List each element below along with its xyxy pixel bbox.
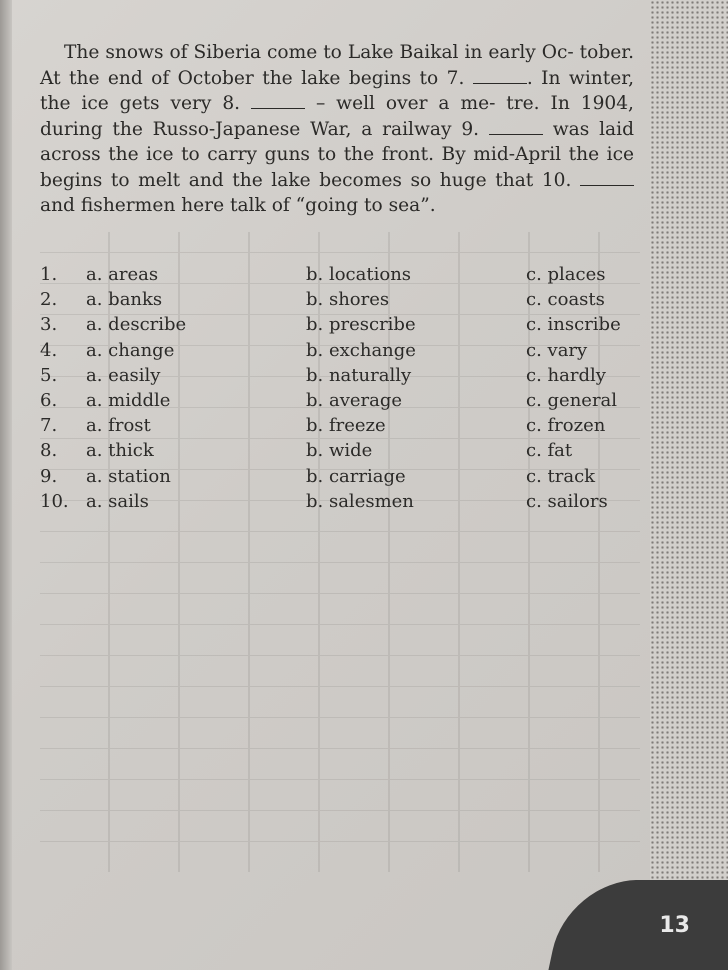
option-b[interactable]: b. salesmen (306, 490, 414, 512)
passage-line: was laid across the ice to carry guns to the (40, 118, 634, 165)
option-a[interactable]: a. frost (86, 415, 151, 437)
gap-8-blank[interactable] (251, 94, 305, 109)
option-b[interactable]: b. naturally (306, 364, 412, 386)
question-number: 1. (40, 264, 58, 285)
option-b[interactable]: b. average (306, 389, 403, 411)
question-number: 9. (40, 465, 58, 487)
option-row (40, 440, 640, 465)
page-number: 13 (659, 913, 690, 938)
option-a[interactable]: a. middle (86, 389, 171, 411)
question-number: 5. (40, 364, 58, 386)
option-row (40, 340, 640, 365)
option-a[interactable]: a. sails (86, 490, 149, 512)
passage-line: The snows of Siberia come to Lake Baikal in early Oc- (64, 42, 574, 63)
reading-passage (40, 40, 634, 219)
passage-line: becomes so huge that 10. (319, 169, 572, 191)
option-a[interactable]: a. banks (86, 289, 163, 311)
option-c[interactable]: c. fat (526, 440, 573, 462)
option-c[interactable]: c. track (526, 465, 596, 487)
option-b[interactable]: b. exchange (306, 339, 416, 361)
passage-line: tre. In 1904, during the Russo-Japanese War, a railway (40, 93, 634, 140)
gap-10-blank[interactable] (580, 171, 634, 186)
option-row (40, 491, 640, 516)
dotted-margin-pattern (650, 0, 728, 880)
option-c[interactable]: c. sailors (526, 490, 608, 512)
option-b[interactable]: b. wide (306, 440, 373, 462)
answer-options-list (40, 264, 640, 516)
option-c[interactable]: c. inscribe (526, 314, 621, 336)
question-number: 4. (40, 339, 58, 361)
passage-line: – well over a me- (315, 93, 496, 114)
passage-line: In winter, the ice gets very 8. (40, 67, 634, 114)
passage-line: tober. At the end of October the lake begins to 7. (40, 42, 634, 89)
option-c[interactable]: c. general (526, 389, 618, 411)
option-c[interactable]: c. places (526, 264, 606, 285)
option-b[interactable]: b. carriage (306, 465, 406, 487)
option-row (40, 264, 640, 289)
option-c[interactable]: c. vary (526, 339, 588, 361)
passage-punctuation: . (526, 67, 533, 89)
option-b[interactable]: b. shores (306, 289, 390, 311)
question-number: 3. (40, 314, 58, 336)
option-row (40, 390, 640, 415)
passage-line: front. By mid-April the ice begins to melt and the lake (40, 144, 634, 191)
option-a[interactable]: a. areas (86, 264, 159, 285)
option-b[interactable]: b. freeze (306, 415, 386, 437)
question-number: 2. (40, 289, 58, 311)
option-c[interactable]: c. coasts (526, 289, 605, 311)
passage-line: of “going to sea”. (271, 195, 436, 216)
option-b[interactable]: b. locations (306, 264, 412, 285)
option-a[interactable]: a. thick (86, 440, 154, 462)
gap-7-blank[interactable] (473, 69, 527, 84)
question-number: 10. (40, 490, 69, 512)
option-row (40, 466, 640, 491)
question-number: 7. (40, 415, 58, 437)
passage-line: and fishermen here talk (40, 195, 266, 216)
option-a[interactable]: a. change (86, 339, 175, 361)
book-spine-shadow (0, 0, 12, 970)
option-a[interactable]: a. station (86, 465, 171, 487)
option-b[interactable]: b. prescribe (306, 314, 416, 336)
gap-9-blank[interactable] (489, 120, 543, 135)
option-c[interactable]: c. frozen (526, 415, 606, 437)
option-row (40, 415, 640, 440)
option-row (40, 314, 640, 339)
option-a[interactable]: a. describe (86, 314, 187, 336)
option-a[interactable]: a. easily (86, 364, 161, 386)
question-number: 6. (40, 389, 58, 411)
question-number: 8. (40, 440, 58, 462)
passage-line: 9. (461, 118, 480, 140)
option-row (40, 365, 640, 390)
option-row (40, 289, 640, 314)
option-c[interactable]: c. hardly (526, 364, 606, 386)
page-corner-tab (548, 880, 728, 970)
